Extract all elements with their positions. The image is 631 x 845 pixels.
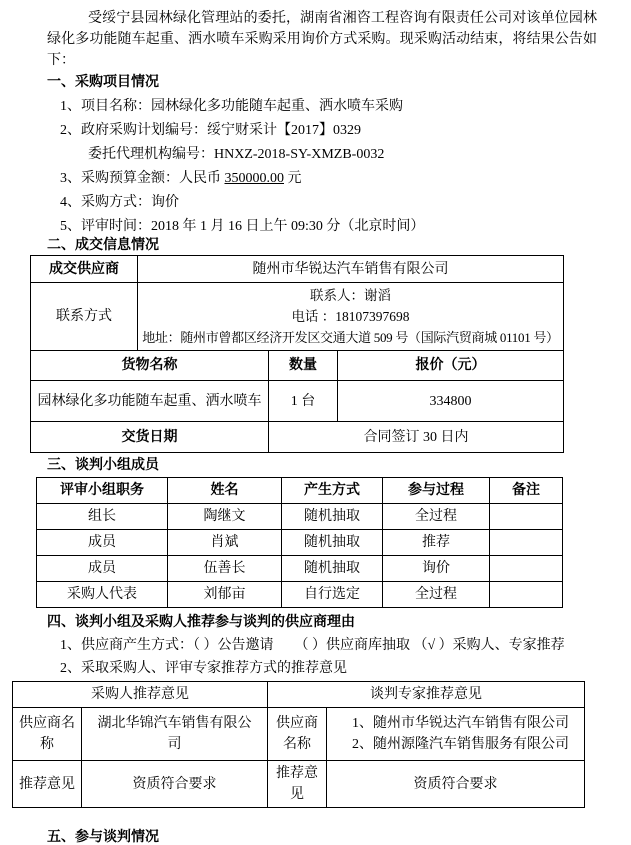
agency-number-line: 委托代理机构编号：HNXZ-2018-SY-XMZB-0032 xyxy=(88,147,385,162)
budget-amount: 350000.00 xyxy=(224,171,284,186)
delivery-label-cell: 交货日期 xyxy=(31,422,269,453)
section2-heading: 二、成交信息情况 xyxy=(47,238,159,253)
role-cell: 采购人代表 xyxy=(37,582,168,608)
expert-supplier-2: 2、随州源隆汽车销售服务有限公司 xyxy=(352,737,569,752)
award-info-table xyxy=(30,255,564,453)
name-cell: 刘郁亩 xyxy=(168,582,282,608)
section3-heading: 三、谈判小组成员 xyxy=(47,458,159,473)
table-row xyxy=(37,582,563,608)
goods-price-cell: 334800 xyxy=(338,381,564,422)
remark-cell xyxy=(490,530,563,556)
plan-number-line: 2、政府采购计划编号：绥宁财采计【2017】0329 xyxy=(60,123,361,138)
table-row xyxy=(31,422,564,453)
buyer-recommendation-header-cell: 采购人推荐意见 xyxy=(13,682,268,708)
section1-heading: 一、采购项目情况 xyxy=(47,75,159,90)
selection-cell: 随机抽取 xyxy=(282,556,383,582)
selection-cell: 自行选定 xyxy=(282,582,383,608)
budget-suffix: 元 xyxy=(284,171,302,186)
selection-cell: 随机抽取 xyxy=(282,504,383,530)
contact-address: 地址：随州市曾都区经济开发区交通大道 509 号（国际汽贸商城 01101 号） xyxy=(142,330,559,345)
table-row xyxy=(13,708,585,761)
expert-opinion-cell: 资质符合要求 xyxy=(327,761,585,808)
role-header-cell: 评审小组职务 xyxy=(37,478,168,504)
budget-line xyxy=(60,171,631,186)
goods-qty-cell: 1 台 xyxy=(269,381,338,422)
project-name-line: 1、项目名称：园林绿化多功能随车起重、洒水喷车采购 xyxy=(60,99,403,114)
table-header-row xyxy=(13,682,585,708)
remark-cell xyxy=(490,556,563,582)
table-row xyxy=(37,556,563,582)
table-row xyxy=(31,283,564,351)
goods-name-cell: 园林绿化多功能随车起重、洒水喷车 xyxy=(31,381,269,422)
goods-name-header-cell: 货物名称 xyxy=(31,351,269,381)
recommendation-table xyxy=(12,681,585,808)
section5-heading: 五、参与谈判情况 xyxy=(47,830,159,845)
buyer-opinion-cell: 资质符合要求 xyxy=(82,761,268,808)
supplier-selection-method-line: 1、供应商产生方式：（ ）公告邀请 （ ）供应商库抽取 （√ ）采购人、专家推荐 xyxy=(60,638,565,653)
table-row xyxy=(37,530,563,556)
participation-cell: 推荐 xyxy=(383,530,490,556)
supplier-name-cell: 随州市华锐达汽车销售有限公司 xyxy=(138,256,564,283)
table-row xyxy=(37,504,563,530)
participation-cell: 全过程 xyxy=(383,582,490,608)
table-header-row xyxy=(37,478,563,504)
contact-label-cell: 联系方式 xyxy=(31,283,138,351)
delivery-value-cell: 合同签订 30 日内 xyxy=(269,422,564,453)
buyer-supplier-name-cell: 湖北华锦汽车销售有限公司 xyxy=(82,708,268,761)
negotiation-team-table xyxy=(36,477,563,608)
contact-phone: 电话 ：18107397698 xyxy=(291,309,410,324)
role-cell: 组长 xyxy=(37,504,168,530)
table-row xyxy=(31,351,564,381)
intro-paragraph: 受绥宁县园林绿化管理站的委托，湖南省湘咨工程咨询有限责任公司对该单位园林绿化多功能随车起重、洒水喷车采购采用询价方式采购。现采购活动结束，将结果公告如下： xyxy=(47,11,597,68)
contact-person: 联系人：谢滔 xyxy=(310,288,391,303)
section4-heading: 四、谈判小组及采购人推荐参与谈判的供应商理由 xyxy=(47,615,355,630)
supplier-name-label-right-cell: 供应商名称 xyxy=(268,708,327,761)
budget-prefix: 3、采购预算金额：人民币 xyxy=(60,171,225,186)
expert-supplier-names-cell xyxy=(327,708,585,761)
remark-cell xyxy=(490,504,563,530)
selection-cell: 随机抽取 xyxy=(282,530,383,556)
expert-recommendation-header-cell: 谈判专家推荐意见 xyxy=(268,682,585,708)
table-row xyxy=(31,381,564,422)
supplier-label-cell: 成交供应商 xyxy=(31,256,138,283)
participation-cell: 全过程 xyxy=(383,504,490,530)
goods-price-header-cell: 报价（元） xyxy=(338,351,564,381)
supplier-name-label-left-cell: 供应商名称 xyxy=(13,708,82,761)
opinion-label-right-cell: 推荐意见 xyxy=(268,761,327,808)
participation-header-cell: 参与过程 xyxy=(383,478,490,504)
name-cell: 肖斌 xyxy=(168,530,282,556)
table-row xyxy=(13,761,585,808)
review-time-line: 5、评审时间：2018 年 1 月 16 日上午 09:30 分（北京时间） xyxy=(60,219,425,234)
name-cell: 伍善长 xyxy=(168,556,282,582)
opinion-label-left-cell: 推荐意见 xyxy=(13,761,82,808)
name-cell: 陶继文 xyxy=(168,504,282,530)
remark-header-cell: 备注 xyxy=(490,478,563,504)
contact-info-cell xyxy=(138,283,564,351)
selection-header-cell: 产生方式 xyxy=(282,478,383,504)
remark-cell xyxy=(490,582,563,608)
expert-supplier-1: 1、随州市华锐达汽车销售有限公司 xyxy=(352,716,569,731)
table-row xyxy=(31,256,564,283)
role-cell: 成员 xyxy=(37,530,168,556)
role-cell: 成员 xyxy=(37,556,168,582)
method-line: 4、采购方式：询价 xyxy=(60,195,179,210)
name-header-cell: 姓名 xyxy=(168,478,282,504)
recommendation-opinion-line: 2、采取采购人、评审专家推荐方式的推荐意见 xyxy=(60,661,347,676)
goods-qty-header-cell: 数量 xyxy=(269,351,338,381)
participation-cell: 询价 xyxy=(383,556,490,582)
